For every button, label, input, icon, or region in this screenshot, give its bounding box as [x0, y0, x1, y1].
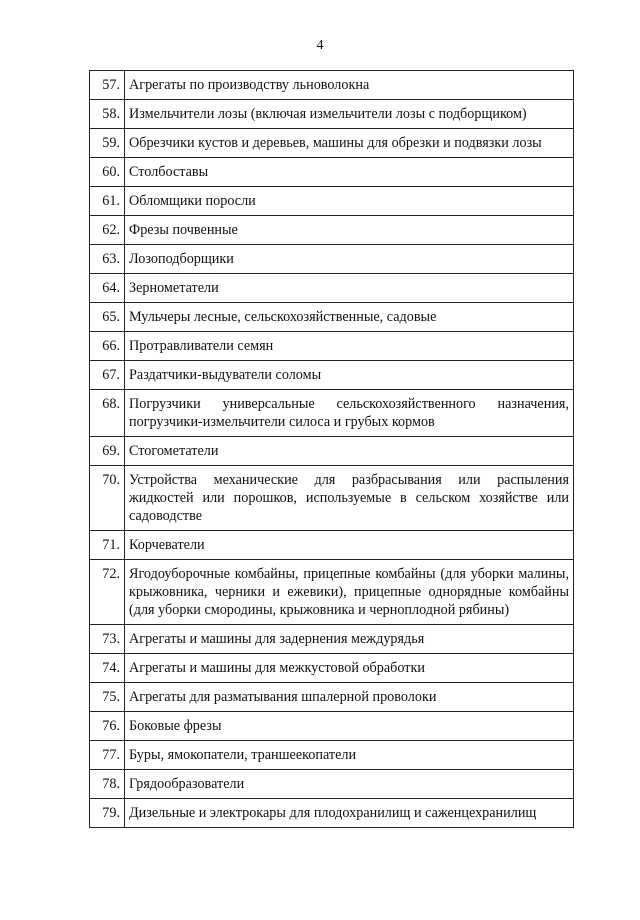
row-text: Обрезчики кустов и деревьев, машины для обрезки и подвязки лозы [125, 129, 574, 158]
items-table [89, 70, 574, 828]
row-text: Лозоподборщики [125, 245, 574, 274]
row-text: Дизельные и электрокары для плодохранилищ и саженцехранилищ [125, 799, 574, 828]
table-row [90, 770, 574, 799]
row-text: Буры, ямокопатели, траншеекопатели [125, 741, 574, 770]
table-row [90, 712, 574, 741]
row-text: Устройства механические для разбрасывания или распыления жидкостей или порошков, используемые в сельском хозяйстве или садоводстве [125, 466, 574, 531]
table-row [90, 100, 574, 129]
row-number: 65. [90, 303, 125, 332]
row-text: Боковые фрезы [125, 712, 574, 741]
row-number: 62. [90, 216, 125, 245]
row-text: Мульчеры лесные, сельскохозяйственные, садовые [125, 303, 574, 332]
table-row [90, 245, 574, 274]
table-row [90, 625, 574, 654]
row-number: 60. [90, 158, 125, 187]
table-row [90, 683, 574, 712]
row-number: 74. [90, 654, 125, 683]
row-text: Агрегаты и машины для межкустовой обработки [125, 654, 574, 683]
row-text: Обломщики поросли [125, 187, 574, 216]
table-row [90, 741, 574, 770]
table-row [90, 466, 574, 531]
row-number: 68. [90, 390, 125, 437]
row-text: Погрузчики универсальные сельскохозяйственного назначения, погрузчики-измельчители силоса и грубых кормов [125, 390, 574, 437]
row-number: 66. [90, 332, 125, 361]
table-row [90, 390, 574, 437]
table-row [90, 560, 574, 625]
row-text: Фрезы почвенные [125, 216, 574, 245]
row-number: 77. [90, 741, 125, 770]
row-text: Агрегаты по производству льноволокна [125, 71, 574, 100]
table-row [90, 158, 574, 187]
row-text: Корчеватели [125, 531, 574, 560]
table-row [90, 361, 574, 390]
row-number: 72. [90, 560, 125, 625]
row-number: 67. [90, 361, 125, 390]
table-row [90, 303, 574, 332]
row-text: Измельчители лозы (включая измельчители лозы с подборщиком) [125, 100, 574, 129]
row-text: Раздатчики-выдуватели соломы [125, 361, 574, 390]
row-text: Протравливатели семян [125, 332, 574, 361]
row-number: 75. [90, 683, 125, 712]
table-row [90, 129, 574, 158]
row-text: Стогометатели [125, 437, 574, 466]
row-number: 64. [90, 274, 125, 303]
row-text: Грядообразователи [125, 770, 574, 799]
row-number: 70. [90, 466, 125, 531]
table-row [90, 274, 574, 303]
row-number: 61. [90, 187, 125, 216]
row-number: 79. [90, 799, 125, 828]
row-text: Агрегаты для разматывания шпалерной проволоки [125, 683, 574, 712]
row-number: 71. [90, 531, 125, 560]
row-number: 78. [90, 770, 125, 799]
row-text: Ягодоуборочные комбайны, прицепные комбайны (для уборки малины, крыжовника, черники и ежевики), прицепные однорядные комбайны (для уборки смородины, крыжовника и черноплодной рябины) [125, 560, 574, 625]
table-row [90, 187, 574, 216]
page-number: 4 [316, 38, 324, 53]
table-row [90, 437, 574, 466]
table-row [90, 71, 574, 100]
table-row [90, 531, 574, 560]
row-number: 59. [90, 129, 125, 158]
row-number: 58. [90, 100, 125, 129]
row-text: Зернометатели [125, 274, 574, 303]
row-number: 76. [90, 712, 125, 741]
row-number: 57. [90, 71, 125, 100]
table-row [90, 799, 574, 828]
table-row [90, 654, 574, 683]
row-number: 73. [90, 625, 125, 654]
row-text: Столбоставы [125, 158, 574, 187]
row-number: 63. [90, 245, 125, 274]
table-row [90, 332, 574, 361]
row-number: 69. [90, 437, 125, 466]
table-row [90, 216, 574, 245]
items-table-body [90, 71, 574, 828]
row-text: Агрегаты и машины для задернения междурядья [125, 625, 574, 654]
